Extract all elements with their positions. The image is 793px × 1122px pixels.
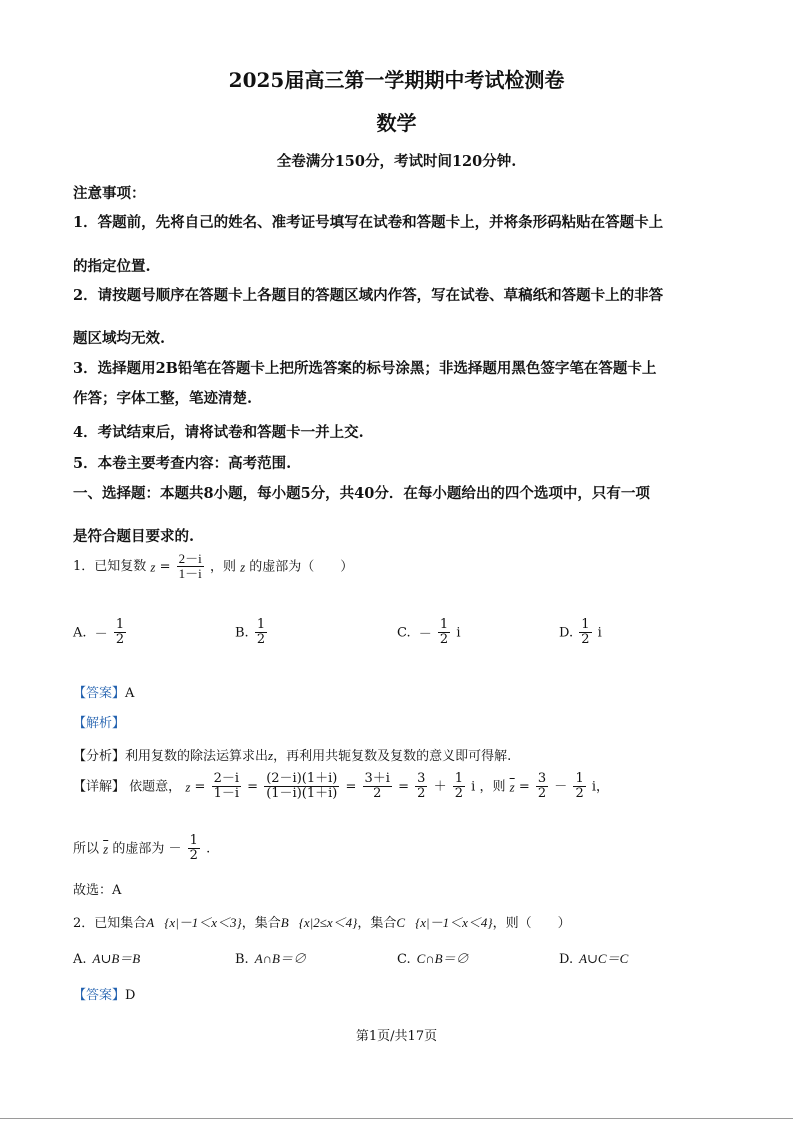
q1-fraction-numerator: 2－i — [178, 551, 202, 566]
q1-option-a-label: A. — [73, 625, 87, 641]
question-1-stem — [73, 552, 353, 582]
q1-option-c-sign: － — [418, 627, 432, 643]
q2-sep-2: ，集合 — [357, 916, 397, 931]
q1-option-a-sign: － — [94, 627, 108, 643]
q1-detail-fraction-1-den: 1－i — [213, 786, 239, 802]
q1-fenxi-prefix: 利用复数的除法运算求出 — [125, 749, 269, 764]
q1-option-d-imaginary-unit: i — [597, 625, 602, 641]
q1-detail-fraction-5 — [453, 772, 465, 802]
note-4: 4．考试结束后，请将试卷和答题卡一并上交. — [73, 424, 364, 441]
q1-conclusion — [73, 834, 210, 864]
q1-stem-prefix: 1．已知复数 — [73, 559, 147, 575]
q1-fraction — [177, 552, 204, 582]
q2-answer — [73, 984, 135, 1003]
q1-detail-eq-1: = — [194, 779, 206, 795]
q1-detail-tag: 【详解】 — [73, 779, 126, 795]
q1-option-b-denominator: 2 — [256, 632, 266, 648]
note-2-line-1: 2．请按题号顺序在答题卡上各题目的答题区域内作答，写在试卷、草稿纸和答题卡上的非答 — [73, 287, 664, 304]
document-title: 2025届高三第一学期期中考试检测卷 — [228, 68, 565, 92]
q1-conclusion-den: 2 — [189, 848, 198, 864]
q1-fenxi-tag: 【分析】 — [73, 749, 126, 764]
q1-equals: = — [159, 559, 171, 575]
q1-option-c-fraction — [438, 618, 450, 648]
q1-option-b-label: B. — [235, 625, 249, 641]
q2-answer-value: D — [125, 988, 136, 1003]
q1-detail-fraction-3-num: 3＋i — [364, 771, 390, 786]
q1-conclusion-prefix: 所以 — [73, 841, 100, 857]
q2-option-a-text: A∪B＝B — [92, 951, 141, 966]
q1-answer-tag: 【答案】 — [73, 686, 126, 701]
note-2-line-2: 题区域均无效. — [73, 330, 166, 347]
note-1-line-1: 1．答题前，先将自己的姓名、准考证号填写在试卷和答题卡上，并将条形码粘贴在答题卡上 — [73, 214, 664, 231]
q2-set-b: {x|2≤x＜4} — [298, 915, 358, 930]
q1-conclusion-num: 1 — [189, 833, 198, 848]
q2-set-a: {x|－1＜x＜3} — [164, 915, 242, 930]
q2-stem-prefix: 2．已知集合 — [73, 916, 147, 931]
note-1-line-2: 的指定位置. — [73, 258, 151, 275]
q2-option-c — [397, 948, 469, 967]
q1-option-d-label: D. — [559, 625, 574, 641]
q1-variable-z: z — [150, 559, 156, 575]
q2-option-b-label: B. — [235, 952, 249, 967]
q1-conclusion-zbar: $\overline{z}$ — [103, 841, 109, 857]
subject-title: 数学 — [376, 111, 417, 135]
q1-choose: 故选：A — [73, 883, 122, 898]
q2-option-c-text: C∩B＝∅ — [416, 951, 469, 966]
q1-analysis-tag: 【解析】 — [73, 716, 126, 731]
q1-detail-fraction-7 — [573, 772, 585, 802]
q2-set-c-name: C — [396, 915, 406, 930]
q1-option-b-fraction — [255, 618, 267, 648]
q1-answer — [73, 682, 134, 701]
q1-detail-fraction-6-num: 3 — [537, 771, 547, 786]
q1-conclusion-fraction — [188, 834, 200, 864]
q1-stem-mid: ，则 — [209, 559, 236, 575]
q1-detail-then: ，则 — [479, 779, 506, 795]
q1-detail-fraction-5-den: 2 — [454, 786, 464, 802]
q2-answer-tag: 【答案】 — [73, 988, 126, 1003]
q1-detail-zbar: $\overline{z}$ — [509, 779, 515, 795]
q1-option-d-fraction — [579, 618, 591, 648]
q2-option-b-text: A∩B＝∅ — [254, 951, 306, 966]
q1-detail-fraction-1-num: 2－i — [213, 771, 239, 786]
q1-detail-i: i — [471, 779, 476, 795]
q1-option-a-numerator: 1 — [115, 617, 125, 632]
q2-option-c-label: C. — [397, 952, 411, 967]
q2-option-d — [559, 948, 628, 967]
q1-option-d-denominator: 2 — [581, 632, 590, 648]
q1-detail-fraction-2 — [264, 772, 339, 802]
q2-stem-suffix: ，则（ ） — [492, 916, 571, 931]
q2-option-a-label: A. — [73, 952, 87, 967]
q1-detail-fraction-2-num: (2－i)(1＋i) — [266, 771, 338, 786]
q2-set-b-name: B — [280, 915, 289, 930]
page-bottom-divider — [0, 1118, 793, 1119]
q1-option-d-numerator: 1 — [581, 617, 590, 632]
q1-detail-fraction-7-num: 1 — [575, 771, 584, 786]
q1-detail-fraction-7-den: 2 — [575, 786, 584, 802]
q1-option-b — [235, 618, 269, 648]
q1-detail-fraction-5-num: 1 — [454, 771, 464, 786]
question-2-stem — [73, 912, 571, 931]
note-3-line-2: 作答；字体工整，笔迹清楚. — [73, 390, 253, 407]
q1-fenxi — [73, 745, 511, 764]
q1-fenxi-suffix: ，再利用共轭复数及复数的意义即可得解. — [273, 749, 512, 764]
q2-option-b — [235, 948, 306, 967]
q1-option-c — [397, 618, 461, 648]
q1-detail-eq-2: = — [247, 779, 259, 795]
notes-heading: 注意事项： — [73, 185, 146, 202]
q1-option-b-numerator: 1 — [256, 617, 266, 632]
q1-stem-suffix: 的虚部为（ ） — [249, 559, 354, 575]
note-3-line-1: 3．选择题用2B铅笔在答题卡上把所选答案的标号涂黑；非选择题用黑色签字笔在答题卡上 — [73, 360, 657, 377]
q1-variable-z-2: z — [240, 559, 246, 575]
page-number: 第1页/共17页 — [355, 1029, 438, 1044]
q1-detail-fraction-1 — [212, 772, 241, 802]
q1-option-a-fraction — [114, 618, 126, 648]
q1-detail-fraction-4 — [415, 772, 427, 802]
q1-conclusion-sign: － — [168, 841, 182, 857]
q1-detail-end: i， — [591, 779, 610, 795]
q1-answer-value: A — [125, 686, 135, 701]
q1-fenxi-variable-z: z — [268, 748, 274, 763]
q2-option-a — [73, 948, 140, 967]
q1-option-c-label: C. — [397, 625, 411, 641]
q1-fraction-denominator: 1－i — [178, 566, 202, 582]
q1-conclusion-end: . — [206, 841, 211, 857]
q1-detail-fraction-6-den: 2 — [537, 786, 547, 802]
q1-option-a-denominator: 2 — [115, 632, 125, 648]
q1-detail-fraction-2-den: (1－i)(1＋i) — [266, 786, 338, 802]
q1-option-a — [73, 618, 128, 648]
q1-detail-minus: － — [554, 779, 568, 795]
section-1-heading-line-1: 一、选择题：本题共8小题，每小题5分，共40分．在每小题给出的四个选项中，只有一项 — [73, 485, 650, 502]
q1-detail-fraction-6 — [536, 772, 548, 802]
q2-option-d-text: A∪C＝C — [579, 951, 629, 966]
q1-detail-eq-3: = — [345, 779, 357, 795]
q2-option-d-label: D. — [559, 952, 574, 967]
note-5: 5．本卷主要考查内容：高考范围. — [73, 455, 292, 472]
q2-set-a-name: A — [146, 915, 155, 930]
q1-conclusion-mid: 的虚部为 — [112, 841, 165, 857]
q1-detail-eq-4: = — [398, 779, 410, 795]
q1-option-d — [559, 618, 602, 648]
q1-detail-fraction-3-den: 2 — [373, 786, 382, 802]
q1-option-c-numerator: 1 — [439, 617, 449, 632]
q1-detail-plus: ＋ — [433, 779, 447, 795]
section-1-heading-line-2: 是符合题目要求的. — [73, 528, 195, 545]
q1-option-c-denominator: 2 — [439, 632, 449, 648]
q1-detail-fraction-4-den: 2 — [417, 786, 426, 802]
q1-detail-fraction-3 — [363, 772, 392, 802]
q1-detail-fraction-4-num: 3 — [417, 771, 426, 786]
q1-detail-variable-z: z — [185, 779, 191, 795]
q1-detail-eq-5: = — [518, 779, 530, 795]
q2-sep-1: ，集合 — [241, 916, 281, 931]
q1-detail — [73, 772, 609, 802]
q1-option-c-imaginary-unit: i — [456, 625, 461, 641]
q2-set-c: {x|－1＜x＜4} — [415, 915, 493, 930]
exam-info: 全卷满分150分，考试时间120分钟. — [276, 153, 517, 170]
q1-detail-prefix: 依题意， — [129, 779, 182, 795]
